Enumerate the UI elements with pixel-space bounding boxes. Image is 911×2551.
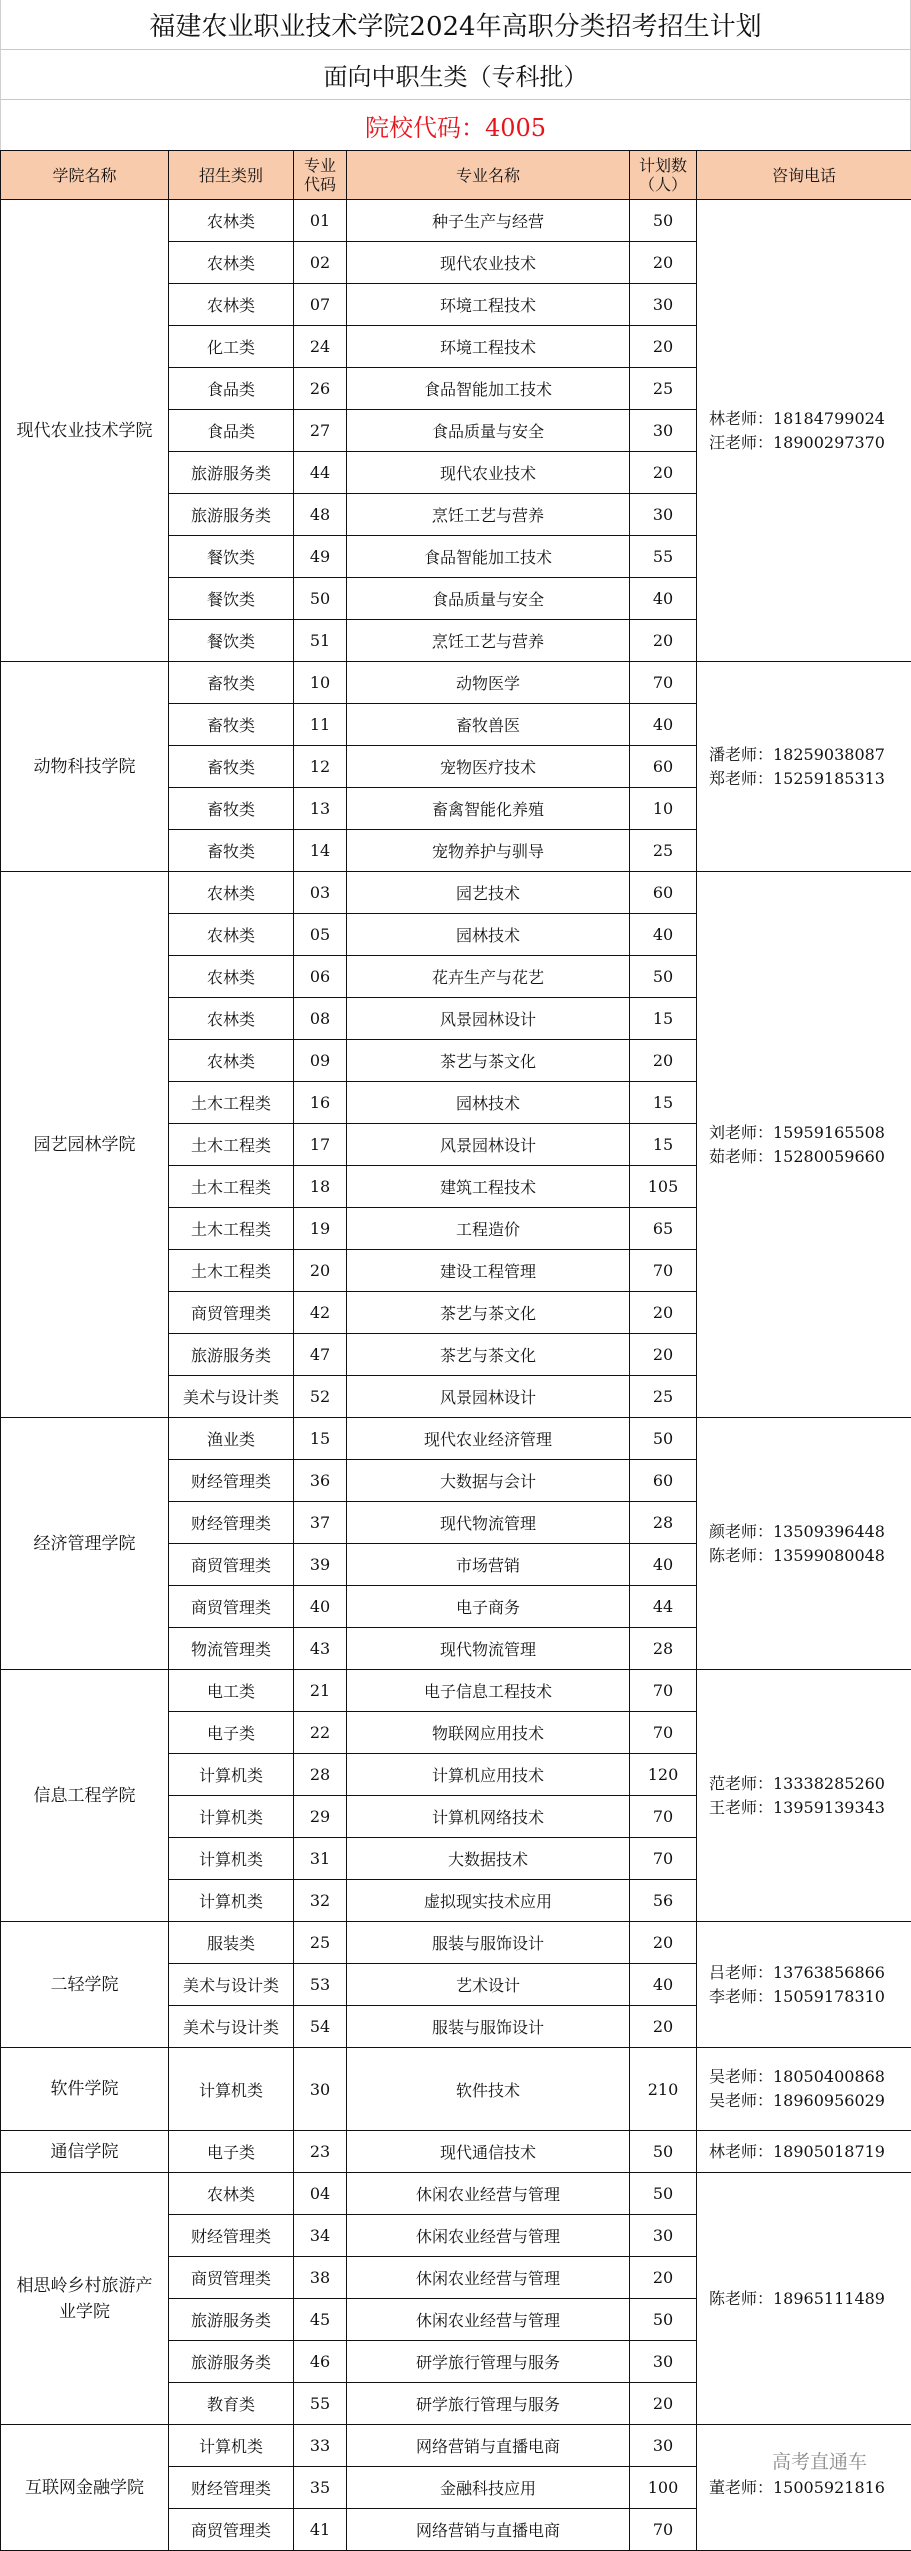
plan-count: 40 xyxy=(630,704,697,746)
enrollment-category: 旅游服务类 xyxy=(169,494,294,536)
enrollment-category: 农林类 xyxy=(169,242,294,284)
header-contact: 咨询电话 xyxy=(697,151,911,200)
major-name: 烹饪工艺与营养 xyxy=(347,620,630,662)
contact-phones xyxy=(697,200,911,662)
contact-phones xyxy=(697,1418,911,1670)
contact-phone: 吴老师：18050400868 xyxy=(709,2065,911,2089)
enrollment-category: 畜牧类 xyxy=(169,704,294,746)
major-name: 现代农业经济管理 xyxy=(347,1418,630,1460)
enrollment-category: 农林类 xyxy=(169,2173,294,2215)
enrollment-category: 旅游服务类 xyxy=(169,1334,294,1376)
major-code: 19 xyxy=(294,1208,347,1250)
contact-phone: 郑老师：15259185313 xyxy=(709,767,911,791)
enrollment-category: 农林类 xyxy=(169,1040,294,1082)
major-code: 54 xyxy=(294,2006,347,2048)
major-code: 21 xyxy=(294,1670,347,1712)
major-name: 园林技术 xyxy=(347,914,630,956)
contact-phone: 潘老师：18259038087 xyxy=(709,743,911,767)
major-code: 24 xyxy=(294,326,347,368)
major-code: 34 xyxy=(294,2215,347,2257)
major-name: 计算机网络技术 xyxy=(347,1796,630,1838)
major-name: 食品智能加工技术 xyxy=(347,368,630,410)
enrollment-category: 商贸管理类 xyxy=(169,1292,294,1334)
major-code: 03 xyxy=(294,872,347,914)
table-row xyxy=(1,1922,911,1964)
contact-phone: 吴老师：18960956029 xyxy=(709,2089,911,2113)
contact-phone: 林老师：18905018719 xyxy=(709,2140,911,2164)
plan-count: 50 xyxy=(630,2131,697,2173)
page-title: 福建农业职业技术学院2024年高职分类招考招生计划 xyxy=(149,6,761,43)
plan-count: 10 xyxy=(630,788,697,830)
major-code: 42 xyxy=(294,1292,347,1334)
enrollment-category: 商贸管理类 xyxy=(169,2257,294,2299)
enrollment-category: 餐饮类 xyxy=(169,620,294,662)
enrollment-category: 商贸管理类 xyxy=(169,2509,294,2551)
plan-count: 20 xyxy=(630,2383,697,2425)
enrollment-category: 餐饮类 xyxy=(169,536,294,578)
major-code: 46 xyxy=(294,2341,347,2383)
major-code: 29 xyxy=(294,1796,347,1838)
enrollment-category: 电子类 xyxy=(169,1712,294,1754)
enrollment-category: 电子类 xyxy=(169,2131,294,2173)
enrollment-category: 农林类 xyxy=(169,914,294,956)
major-name: 计算机应用技术 xyxy=(347,1754,630,1796)
major-code: 04 xyxy=(294,2173,347,2215)
plan-count: 60 xyxy=(630,746,697,788)
contact-phone: 王老师：13959139343 xyxy=(709,1796,911,1820)
header-plan-count: 计划数（人） xyxy=(630,151,697,200)
plan-count: 70 xyxy=(630,662,697,704)
major-code: 30 xyxy=(294,2048,347,2131)
major-name: 风景园林设计 xyxy=(347,1124,630,1166)
enrollment-category: 土木工程类 xyxy=(169,1082,294,1124)
enrollment-category: 财经管理类 xyxy=(169,2467,294,2509)
college-name: 软件学院 xyxy=(1,2048,169,2131)
major-name: 茶艺与茶文化 xyxy=(347,1040,630,1082)
header-major-code: 专业代码 xyxy=(294,151,347,200)
major-name: 休闲农业经营与管理 xyxy=(347,2299,630,2341)
major-name: 环境工程技术 xyxy=(347,284,630,326)
major-code: 07 xyxy=(294,284,347,326)
header-major-name: 专业名称 xyxy=(347,151,630,200)
major-code: 13 xyxy=(294,788,347,830)
page-subtitle: 面向中职生类（专科批） xyxy=(324,57,588,92)
enrollment-category: 计算机类 xyxy=(169,1838,294,1880)
major-code: 40 xyxy=(294,1586,347,1628)
enrollment-category: 财经管理类 xyxy=(169,2215,294,2257)
college-name: 动物科技学院 xyxy=(1,662,169,872)
major-name: 现代物流管理 xyxy=(347,1628,630,1670)
enrollment-category: 畜牧类 xyxy=(169,788,294,830)
plan-count: 70 xyxy=(630,1712,697,1754)
major-code: 41 xyxy=(294,2509,347,2551)
enrollment-category: 美术与设计类 xyxy=(169,2006,294,2048)
enrollment-category: 商贸管理类 xyxy=(169,1586,294,1628)
table-header-row xyxy=(1,151,911,200)
table-row xyxy=(1,2131,911,2173)
major-name: 市场营销 xyxy=(347,1544,630,1586)
enrollment-category: 财经管理类 xyxy=(169,1460,294,1502)
plan-count: 70 xyxy=(630,1670,697,1712)
major-name: 烹饪工艺与营养 xyxy=(347,494,630,536)
major-name: 金融科技应用 xyxy=(347,2467,630,2509)
school-code: 院校代码：4005 xyxy=(365,108,546,143)
enrollment-category: 农林类 xyxy=(169,200,294,242)
college-name: 互联网金融学院 xyxy=(1,2425,169,2551)
major-code: 01 xyxy=(294,200,347,242)
enrollment-category: 美术与设计类 xyxy=(169,1964,294,2006)
major-name: 食品智能加工技术 xyxy=(347,536,630,578)
plan-count: 40 xyxy=(630,578,697,620)
enrollment-category: 畜牧类 xyxy=(169,662,294,704)
major-code: 33 xyxy=(294,2425,347,2467)
enrollment-plan-table xyxy=(0,150,911,2551)
major-name: 种子生产与经营 xyxy=(347,200,630,242)
plan-count: 30 xyxy=(630,2341,697,2383)
enrollment-category: 土木工程类 xyxy=(169,1124,294,1166)
table-row xyxy=(1,2173,911,2215)
major-name: 畜禽智能化养殖 xyxy=(347,788,630,830)
plan-count: 30 xyxy=(630,284,697,326)
enrollment-category: 财经管理类 xyxy=(169,1502,294,1544)
plan-count: 70 xyxy=(630,2509,697,2551)
plan-count: 40 xyxy=(630,1964,697,2006)
enrollment-category: 计算机类 xyxy=(169,2425,294,2467)
major-name: 风景园林设计 xyxy=(347,1376,630,1418)
plan-count: 70 xyxy=(630,1796,697,1838)
enrollment-category: 畜牧类 xyxy=(169,830,294,872)
plan-count: 20 xyxy=(630,1334,697,1376)
major-code: 15 xyxy=(294,1418,347,1460)
table-body xyxy=(1,200,911,2551)
major-name: 建设工程管理 xyxy=(347,1250,630,1292)
plan-count: 55 xyxy=(630,536,697,578)
major-name: 风景园林设计 xyxy=(347,998,630,1040)
plan-count: 30 xyxy=(630,2215,697,2257)
table-row xyxy=(1,2048,911,2131)
contact-phones xyxy=(697,2048,911,2131)
major-code: 18 xyxy=(294,1166,347,1208)
major-code: 11 xyxy=(294,704,347,746)
major-code: 35 xyxy=(294,2467,347,2509)
enrollment-category: 教育类 xyxy=(169,2383,294,2425)
plan-count: 15 xyxy=(630,998,697,1040)
major-code: 37 xyxy=(294,1502,347,1544)
contact-phone: 范老师：13338285260 xyxy=(709,1772,911,1796)
plan-count: 25 xyxy=(630,368,697,410)
enrollment-category: 计算机类 xyxy=(169,1880,294,1922)
major-code: 45 xyxy=(294,2299,347,2341)
title-row xyxy=(0,0,911,50)
plan-count: 44 xyxy=(630,1586,697,1628)
major-code: 39 xyxy=(294,1544,347,1586)
college-name: 通信学院 xyxy=(1,2131,169,2173)
major-name: 服装与服饰设计 xyxy=(347,1922,630,1964)
college-name: 相思岭乡村旅游产业学院 xyxy=(1,2173,169,2425)
plan-count: 20 xyxy=(630,1922,697,1964)
subtitle-row xyxy=(0,50,911,100)
plan-count: 105 xyxy=(630,1166,697,1208)
plan-count: 25 xyxy=(630,1376,697,1418)
enrollment-category: 渔业类 xyxy=(169,1418,294,1460)
contact-phone: 吕老师：13763856866 xyxy=(709,1961,911,1985)
enrollment-category: 旅游服务类 xyxy=(169,2341,294,2383)
enrollment-category: 计算机类 xyxy=(169,2048,294,2131)
major-name: 电子信息工程技术 xyxy=(347,1670,630,1712)
enrollment-category: 农林类 xyxy=(169,872,294,914)
plan-count: 50 xyxy=(630,2173,697,2215)
major-code: 49 xyxy=(294,536,347,578)
major-name: 宠物医疗技术 xyxy=(347,746,630,788)
contact-phone: 陈老师：13599080048 xyxy=(709,1544,911,1568)
plan-count: 30 xyxy=(630,410,697,452)
college-name: 现代农业技术学院 xyxy=(1,200,169,662)
plan-count: 28 xyxy=(630,1502,697,1544)
major-name: 休闲农业经营与管理 xyxy=(347,2173,630,2215)
major-code: 43 xyxy=(294,1628,347,1670)
contact-phones xyxy=(697,1670,911,1922)
contact-phone: 董老师：15005921816 xyxy=(709,2476,911,2500)
contact-phones xyxy=(697,1922,911,2048)
enrollment-category: 美术与设计类 xyxy=(169,1376,294,1418)
plan-count: 65 xyxy=(630,1208,697,1250)
major-code: 05 xyxy=(294,914,347,956)
major-code: 44 xyxy=(294,452,347,494)
plan-count: 70 xyxy=(630,1250,697,1292)
contact-phone: 陈老师：18965111489 xyxy=(709,2287,911,2311)
plan-count: 20 xyxy=(630,1040,697,1082)
header-category: 招生类别 xyxy=(169,151,294,200)
major-name: 研学旅行管理与服务 xyxy=(347,2383,630,2425)
major-code: 47 xyxy=(294,1334,347,1376)
enrollment-category: 土木工程类 xyxy=(169,1166,294,1208)
major-code: 53 xyxy=(294,1964,347,2006)
enrollment-category: 农林类 xyxy=(169,956,294,998)
table-row xyxy=(1,200,911,242)
contact-phone: 李老师：15059178310 xyxy=(709,1985,911,2009)
major-name: 现代农业技术 xyxy=(347,242,630,284)
major-name: 宠物养护与驯导 xyxy=(347,830,630,872)
plan-count: 50 xyxy=(630,1418,697,1460)
plan-count: 50 xyxy=(630,2299,697,2341)
major-code: 36 xyxy=(294,1460,347,1502)
plan-count: 20 xyxy=(630,2006,697,2048)
contact-phone: 茹老师：15280059660 xyxy=(709,1145,911,1169)
plan-count: 25 xyxy=(630,830,697,872)
major-name: 食品质量与安全 xyxy=(347,578,630,620)
contact-phones xyxy=(697,2131,911,2173)
major-name: 网络营销与直播电商 xyxy=(347,2509,630,2551)
major-code: 09 xyxy=(294,1040,347,1082)
college-name: 信息工程学院 xyxy=(1,1670,169,1922)
major-name: 网络营销与直播电商 xyxy=(347,2425,630,2467)
plan-count: 20 xyxy=(630,326,697,368)
major-name: 茶艺与茶文化 xyxy=(347,1334,630,1376)
enrollment-category: 化工类 xyxy=(169,326,294,368)
contact-phones xyxy=(697,662,911,872)
header-college: 学院名称 xyxy=(1,151,169,200)
college-name: 园艺园林学院 xyxy=(1,872,169,1418)
major-name: 大数据与会计 xyxy=(347,1460,630,1502)
major-name: 现代物流管理 xyxy=(347,1502,630,1544)
major-code: 23 xyxy=(294,2131,347,2173)
enrollment-category: 土木工程类 xyxy=(169,1208,294,1250)
major-name: 服装与服饰设计 xyxy=(347,2006,630,2048)
major-code: 06 xyxy=(294,956,347,998)
major-name: 花卉生产与花艺 xyxy=(347,956,630,998)
enrollment-category: 计算机类 xyxy=(169,1754,294,1796)
table-row xyxy=(1,872,911,914)
major-name: 休闲农业经营与管理 xyxy=(347,2257,630,2299)
plan-count: 40 xyxy=(630,1544,697,1586)
table-row xyxy=(1,1418,911,1460)
major-code: 14 xyxy=(294,830,347,872)
major-code: 38 xyxy=(294,2257,347,2299)
school-code-row xyxy=(0,100,911,150)
enrollment-category: 农林类 xyxy=(169,998,294,1040)
major-name: 畜牧兽医 xyxy=(347,704,630,746)
watermark: 高考直通车 xyxy=(772,2447,867,2474)
major-name: 软件技术 xyxy=(347,2048,630,2131)
contact-phone: 林老师：18184799024 xyxy=(709,407,911,431)
enrollment-category: 食品类 xyxy=(169,410,294,452)
major-name: 食品质量与安全 xyxy=(347,410,630,452)
major-name: 园艺技术 xyxy=(347,872,630,914)
table-row xyxy=(1,1670,911,1712)
major-code: 51 xyxy=(294,620,347,662)
major-code: 26 xyxy=(294,368,347,410)
plan-count: 15 xyxy=(630,1082,697,1124)
major-code: 17 xyxy=(294,1124,347,1166)
enrollment-category: 土木工程类 xyxy=(169,1250,294,1292)
major-code: 10 xyxy=(294,662,347,704)
major-name: 虚拟现实技术应用 xyxy=(347,1880,630,1922)
major-code: 12 xyxy=(294,746,347,788)
contact-phones xyxy=(697,2173,911,2425)
major-code: 52 xyxy=(294,1376,347,1418)
major-code: 48 xyxy=(294,494,347,536)
enrollment-category: 农林类 xyxy=(169,284,294,326)
plan-count: 30 xyxy=(630,2425,697,2467)
major-code: 08 xyxy=(294,998,347,1040)
major-name: 现代通信技术 xyxy=(347,2131,630,2173)
plan-count: 20 xyxy=(630,452,697,494)
enrollment-category: 食品类 xyxy=(169,368,294,410)
major-name: 茶艺与茶文化 xyxy=(347,1292,630,1334)
enrollment-category: 服装类 xyxy=(169,1922,294,1964)
plan-count: 30 xyxy=(630,494,697,536)
major-code: 31 xyxy=(294,1838,347,1880)
major-name: 园林技术 xyxy=(347,1082,630,1124)
plan-count: 20 xyxy=(630,1292,697,1334)
enrollment-category: 旅游服务类 xyxy=(169,2299,294,2341)
major-name: 工程造价 xyxy=(347,1208,630,1250)
major-name: 环境工程技术 xyxy=(347,326,630,368)
plan-count: 60 xyxy=(630,1460,697,1502)
contact-phone: 汪老师：18900297370 xyxy=(709,431,911,455)
plan-count: 56 xyxy=(630,1880,697,1922)
plan-count: 60 xyxy=(630,872,697,914)
college-name: 经济管理学院 xyxy=(1,1418,169,1670)
major-code: 50 xyxy=(294,578,347,620)
major-name: 动物医学 xyxy=(347,662,630,704)
contact-phone: 刘老师：15959165508 xyxy=(709,1121,911,1145)
college-name: 二轻学院 xyxy=(1,1922,169,2048)
major-code: 25 xyxy=(294,1922,347,1964)
major-name: 大数据技术 xyxy=(347,1838,630,1880)
plan-count: 100 xyxy=(630,2467,697,2509)
major-name: 物联网应用技术 xyxy=(347,1712,630,1754)
enrollment-category: 物流管理类 xyxy=(169,1628,294,1670)
enrollment-category: 餐饮类 xyxy=(169,578,294,620)
plan-count: 40 xyxy=(630,914,697,956)
plan-count: 70 xyxy=(630,1838,697,1880)
major-name: 艺术设计 xyxy=(347,1964,630,2006)
major-name: 休闲农业经营与管理 xyxy=(347,2215,630,2257)
major-name: 建筑工程技术 xyxy=(347,1166,630,1208)
major-name: 电子商务 xyxy=(347,1586,630,1628)
enrollment-category: 旅游服务类 xyxy=(169,452,294,494)
plan-count: 50 xyxy=(630,200,697,242)
enrollment-category: 畜牧类 xyxy=(169,746,294,788)
contact-phone: 颜老师：13509396448 xyxy=(709,1520,911,1544)
enrollment-category: 商贸管理类 xyxy=(169,1544,294,1586)
contact-phones xyxy=(697,2425,911,2551)
plan-count: 20 xyxy=(630,620,697,662)
plan-count: 120 xyxy=(630,1754,697,1796)
contact-phones xyxy=(697,872,911,1418)
major-name: 研学旅行管理与服务 xyxy=(347,2341,630,2383)
enrollment-category: 计算机类 xyxy=(169,1796,294,1838)
major-code: 32 xyxy=(294,1880,347,1922)
plan-count: 28 xyxy=(630,1628,697,1670)
major-code: 16 xyxy=(294,1082,347,1124)
plan-count: 15 xyxy=(630,1124,697,1166)
enrollment-category: 电工类 xyxy=(169,1670,294,1712)
major-code: 27 xyxy=(294,410,347,452)
major-code: 02 xyxy=(294,242,347,284)
plan-count: 20 xyxy=(630,2257,697,2299)
plan-count: 210 xyxy=(630,2048,697,2131)
major-code: 20 xyxy=(294,1250,347,1292)
plan-count: 50 xyxy=(630,956,697,998)
table-row xyxy=(1,662,911,704)
plan-count: 20 xyxy=(630,242,697,284)
major-name: 现代农业技术 xyxy=(347,452,630,494)
major-code: 22 xyxy=(294,1712,347,1754)
major-code: 28 xyxy=(294,1754,347,1796)
major-code: 55 xyxy=(294,2383,347,2425)
